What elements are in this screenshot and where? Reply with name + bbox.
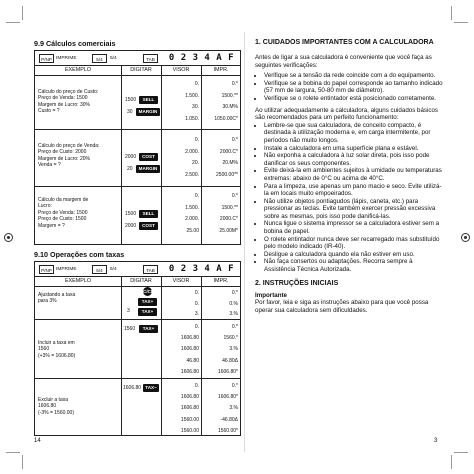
list-item: • Para a limpeza, use apenas um pano macio e seco. Evite utilizá-la em locais muito empoeirados.: [264, 183, 445, 198]
switch-tab: TAB: [143, 265, 158, 274]
digitar-value: 20: [127, 166, 133, 172]
switch-sel-label: 5/4: [110, 267, 117, 272]
visor-column: 0. 0. 3.: [194, 290, 199, 317]
digitar-value: 3: [127, 308, 130, 314]
example-sell-calc: Cálculo do preço de Venda: Preço de Custo: 2000 Margem de Lucro: 20% Venda = ?: [38, 143, 100, 169]
list-item: • Nunca ligue o sistema impressor se a calculadora estiver sem a bobina de papel.: [264, 220, 445, 235]
list-item: • Verifique se o rolete entintador está posicionado corretamente.: [264, 95, 445, 103]
table-header: [35, 276, 240, 287]
registration-mark-left: [4, 233, 13, 242]
header-digitar: DIGITAR: [130, 67, 152, 73]
header-exemplo: EXEMPLO: [64, 67, 92, 73]
header-impr: IMPR.: [213, 278, 229, 284]
row-rule: [35, 378, 240, 379]
header-digitar: DIGITAR: [130, 278, 152, 284]
section-title-commercial: 9.9 Cálculos comerciais: [34, 39, 116, 48]
key-tax-plus: TAX+: [139, 325, 158, 333]
impr-column: 0.* 1500.** 30.M% 1050.00C*: [214, 81, 238, 122]
digitar-value: 1606.80: [123, 385, 142, 391]
right-column: [255, 39, 445, 314]
impr-column: 0.* 0.% 3.%: [229, 290, 238, 317]
list-item: • Verifique se a bobina do papel corresponde ao tamanho indicado (57 mm de largura, 50-80 mm de diâmetro).: [264, 80, 445, 95]
crop-mark: [454, 452, 468, 453]
visor-column: 0. 1.500. 2.000. 25.00: [185, 193, 199, 234]
crop-mark: [6, 22, 20, 23]
crop-mark: [22, 455, 23, 469]
switch-fraction: 5/4: [92, 265, 107, 274]
crop-mark: [22, 6, 23, 20]
list-item: • Não utilize objetos pontiagudos (lápis, caneta, etc.) para pressionar as teclas. Evite também exercer pressão excessiva sobre as mesmas, pois isso pode danificá-las.: [264, 198, 445, 221]
impr-column: 0.* 2000.C* 20.M% 2500.00**: [216, 137, 238, 178]
switch-sel-label: 5/4: [110, 56, 117, 61]
heading-instructions: 2. INSTRUÇÕES INICIAIS: [255, 279, 339, 287]
switch-imprime-label: IMPRIME: [56, 56, 77, 61]
care-list: [255, 122, 445, 274]
key-cost: COST: [139, 153, 158, 161]
example-set-tax: Ajustando a taxa para 3%: [38, 292, 76, 305]
heading-care: 1. CUIDADOS IMPORTANTES COM A CALCULADORA: [255, 39, 434, 46]
col-rule: [121, 276, 122, 436]
example-margin-calc: Cálculo da margem de Lucro: Preço de Venda: 1500 Preço de Custo: 1500 Margem = ?: [38, 197, 89, 229]
list-item: • Lembre-se que sua calculadora, de conceito compacto, é destinada à utilização moderna e, em carga intermitente, por períodos não muito longos.: [264, 122, 445, 145]
page-number-right: 3: [434, 438, 438, 444]
digitar-value: 1560: [124, 326, 136, 332]
impr-column: 0.* 1560.* 3.% 46.80Δ 1606.80*: [217, 324, 238, 375]
digitar-value: 1500: [125, 211, 137, 217]
tax-panel: [34, 261, 241, 436]
crop-mark: [451, 455, 452, 469]
key-margin: MARGIN: [136, 108, 160, 116]
digitar-value: 2000: [125, 223, 137, 229]
list-item: • Evite deixá-la em ambientes sujeitos à umidade ou temperaturas extremas: abaixo de 0°C ou acima de 40°C.: [264, 167, 445, 182]
example-cost-calc: Cálculo do preço de Custo: Preço de Venda: 1500 Margem de Lucro: 30% Custo = ?: [38, 89, 99, 115]
key-tax-minus: TAX−: [143, 384, 159, 392]
decimal-digits-display: 0 2 3 4 A F: [168, 53, 234, 63]
key-tax-plus: TAX+: [138, 298, 157, 306]
list-item: • O rolete entintador nunca deve ser recarregado mas substituído pelo modelo indicado (IR-40).: [264, 236, 445, 251]
col-rule: [161, 276, 162, 436]
list-item: • Verifique se a tensão da rede coincide com a do equipamento.: [264, 72, 445, 80]
list-item: • Não exponha a calculadora à luz solar direta, pois isso pode danificar os seus componentes.: [264, 152, 445, 167]
commercial-panel: [34, 50, 241, 245]
col-rule: [201, 65, 202, 245]
visor-column: 0. 1.500. 30. 1.050.: [185, 81, 199, 122]
col-rule: [121, 65, 122, 245]
crop-mark: [6, 452, 20, 453]
col-rule: [161, 65, 162, 245]
key-margin: MARGIN: [136, 165, 160, 173]
switch-tab: TAB: [143, 54, 158, 63]
visor-column: 0. 1606.80 1606.80 46.80 1606.80: [180, 324, 199, 375]
col-rule: [201, 276, 202, 436]
row-rule: [35, 186, 240, 187]
switch-pnp: P/NP: [39, 54, 54, 63]
header-impr: IMPR.: [213, 67, 229, 73]
checks-list: [255, 72, 445, 102]
header-visor: VISOR: [172, 278, 190, 284]
example-exclude-tax: Excluir a taxa 1606.80 (-3% = 1560.00): [38, 397, 74, 416]
crop-mark: [451, 6, 452, 20]
page-number-left: 14: [34, 438, 41, 444]
registration-mark-right: [461, 233, 470, 242]
impr-column: 0.* 1500.** 2000.C* 25.00M*: [219, 193, 238, 234]
switch-pnp: P/NP: [39, 265, 54, 274]
example-include-tax: Incluir a taxa em 1560 (+3% = 1606.80): [38, 340, 76, 359]
digitar-value: 2000: [125, 154, 137, 160]
list-item: • Instale a calculadora em uma superfície plana e estável.: [264, 145, 445, 153]
list-item: • Não faça consertos ou adaptações. Recorra sempre à Assistência Técnica Autorizada.: [264, 258, 445, 273]
important-label: Importante: [255, 291, 287, 299]
key-sell: SELL: [139, 210, 158, 218]
visor-column: 0. 1606.80 1606.80 1560.00 1560.00: [180, 383, 199, 434]
table-header: [35, 65, 240, 76]
key-cost: COST: [139, 222, 158, 230]
switch-fraction: 5/4: [92, 54, 107, 63]
section-title-tax: 9.10 Operações com taxas: [34, 250, 125, 259]
page-divider: [244, 32, 245, 452]
decimal-digits-display: 0 2 3 4 A F: [168, 264, 234, 274]
header-visor: VISOR: [172, 67, 190, 73]
care-intro-text: Ao utilizar adequadamente a calculadora, alguns cuidados básicos são recomendados para um perfeito funcionamento:: [255, 106, 438, 122]
visor-column: 0. 2.000. 20. 2.500.: [185, 137, 199, 178]
digitar-value: 1500: [125, 97, 137, 103]
impr-column: 0.* 1606.80* 3.% -46.80Δ 1560.00*: [217, 383, 238, 434]
list-item: • Desligue a calculadora quando ela não estiver em uso.: [264, 251, 445, 259]
row-rule: [35, 129, 240, 130]
intro-text: Antes de ligar a sua calculadora é conveniente que você faça as seguintes verificações:: [255, 54, 432, 69]
crop-mark: [454, 22, 468, 23]
key-tax-plus: TAX+: [138, 308, 157, 316]
header-exemplo: EXEMPLO: [64, 278, 92, 284]
important-text: Por favor, leia e siga as instruções abaixo para que você possa operar sua calculadora sem dificuldades.: [255, 299, 429, 314]
key-c-ce: C/CE: [143, 289, 154, 294]
key-sell: SELL: [139, 96, 158, 104]
switch-imprime-label: IMPRIME: [56, 267, 77, 272]
digitar-value: 30: [127, 109, 133, 115]
